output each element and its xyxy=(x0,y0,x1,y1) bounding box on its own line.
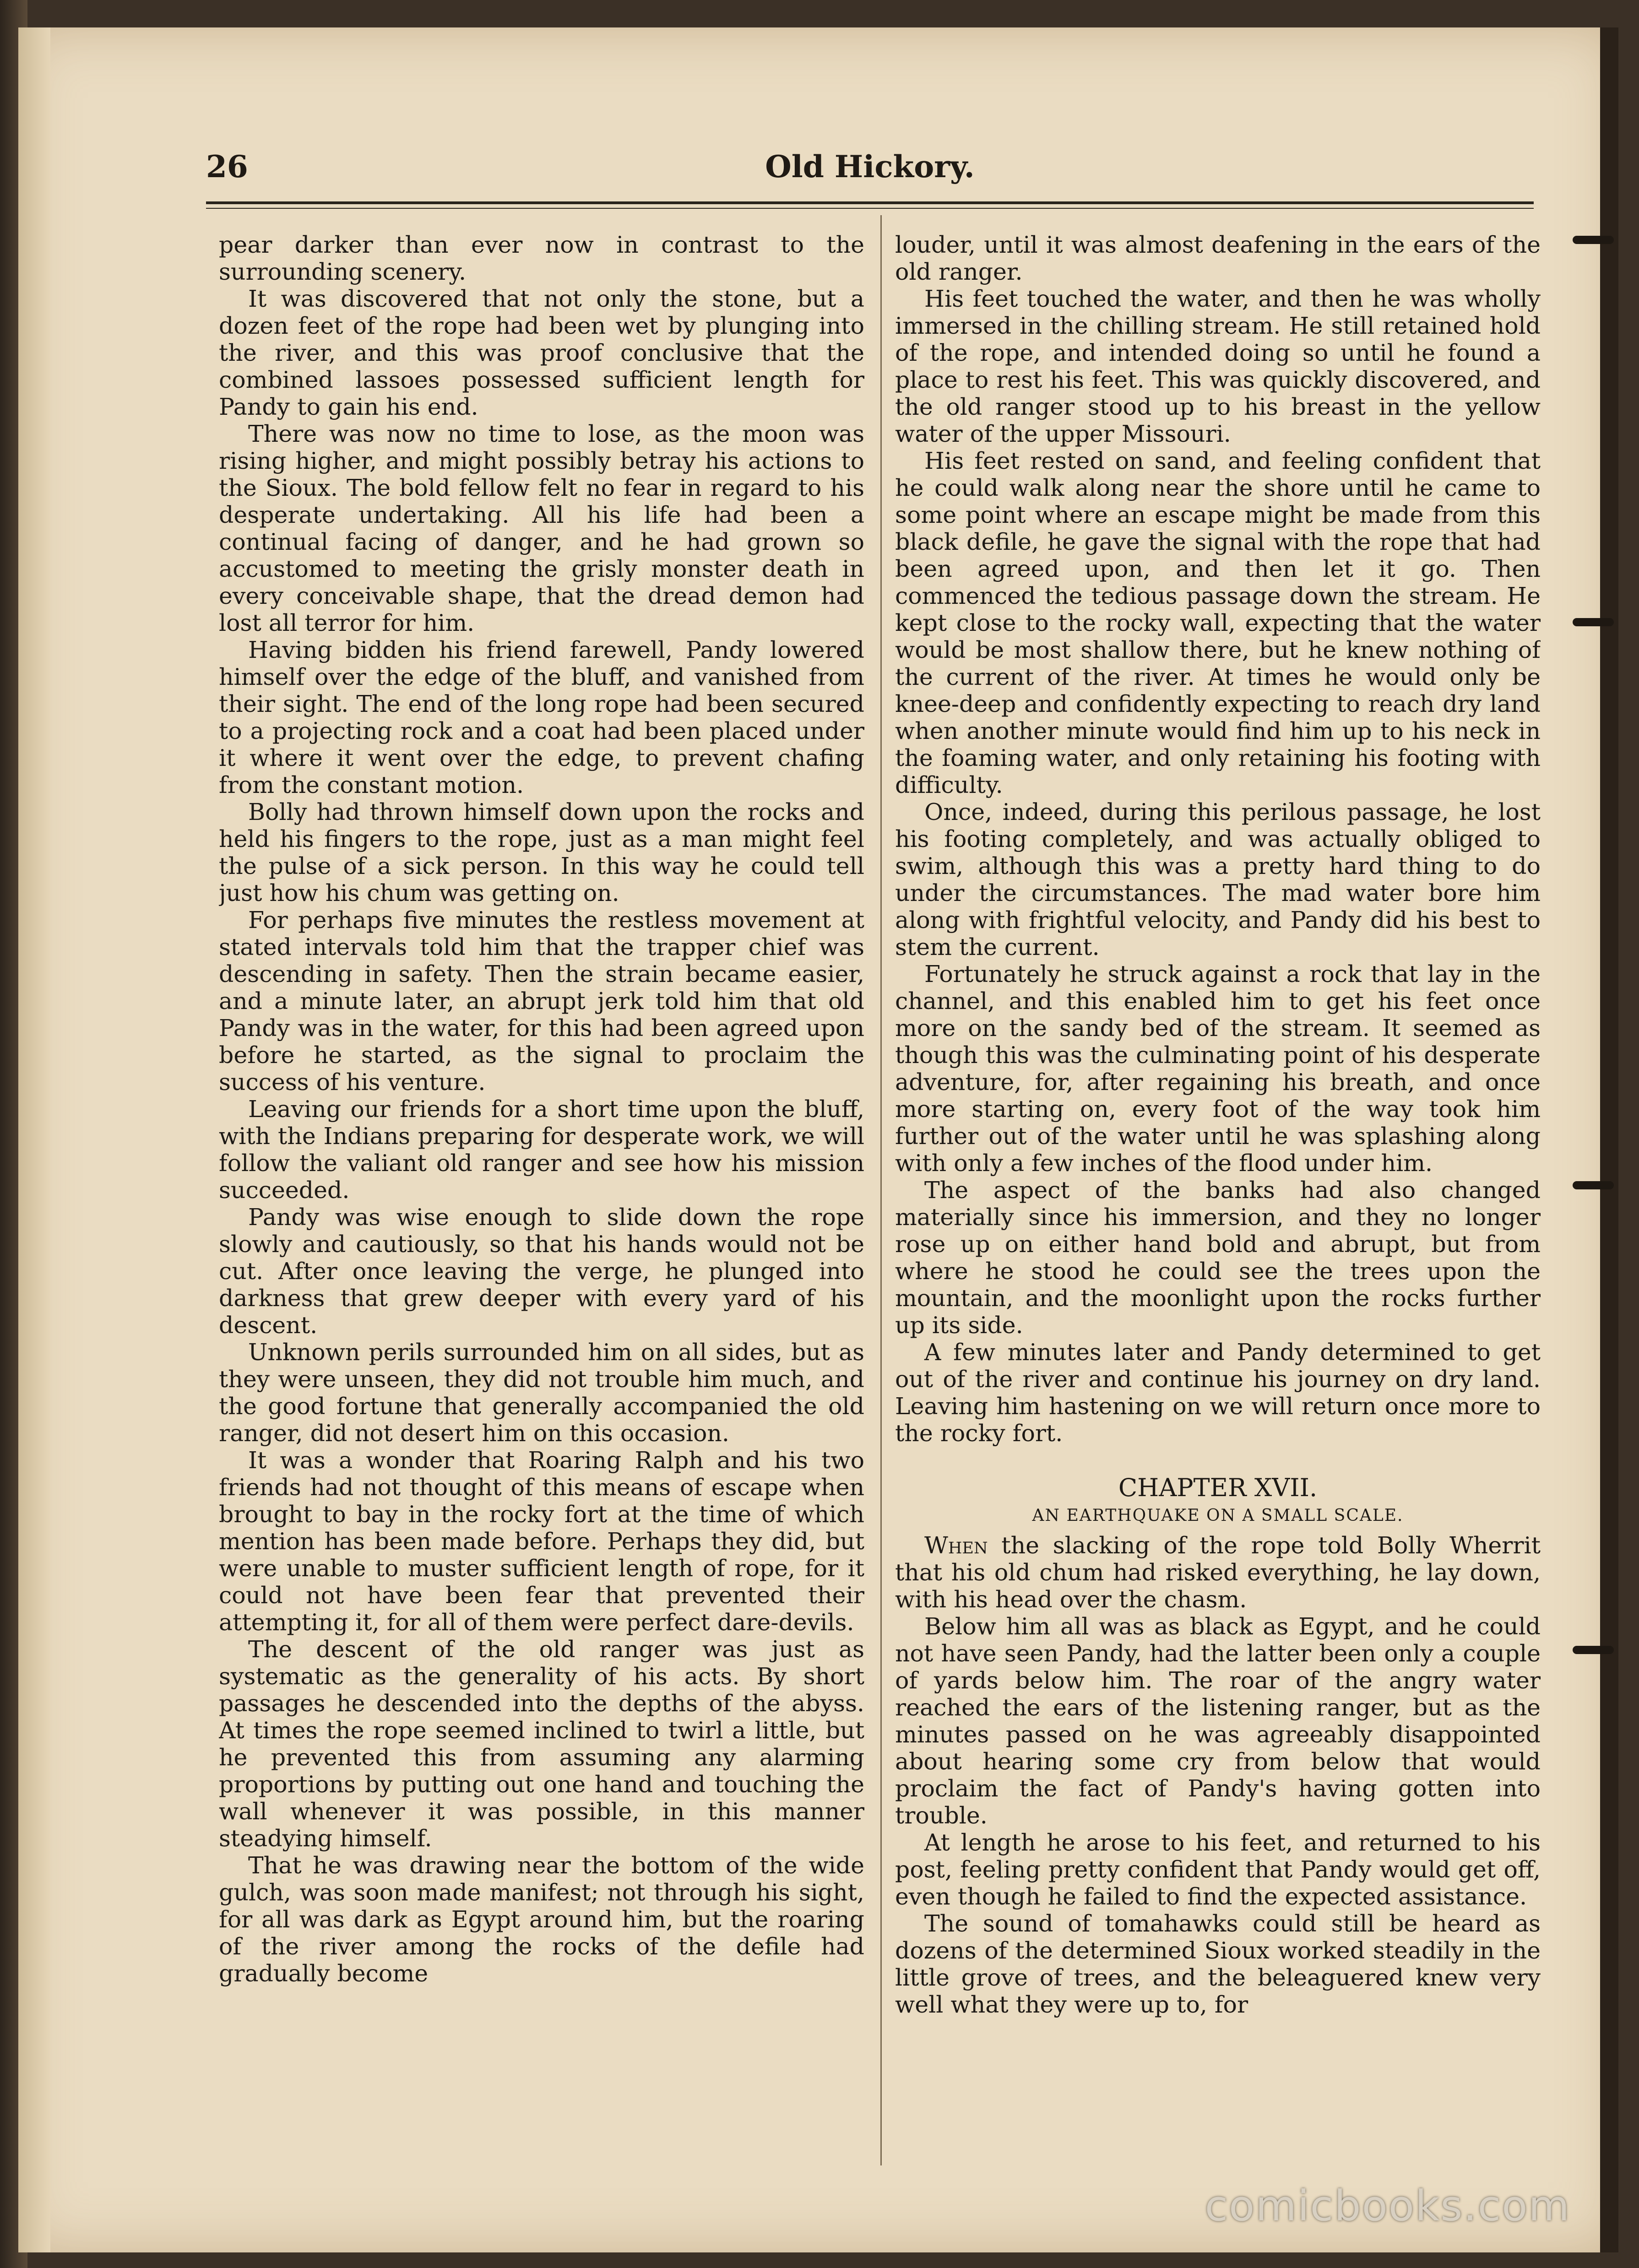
paragraph: Pandy was wise enough to slide down the rope slowly and cautiously, so that his hands would not be cut. After once leaving the verge, he plunged into darkness that grew deeper with every yard of his descent. xyxy=(219,1204,864,1339)
paragraph: Leaving our friends for a short time upon the bluff, with the Indians preparing for desperate work, we will follow the valiant old ranger and see how his mission succeeded. xyxy=(219,1096,864,1204)
paragraph: pear darker than ever now in contrast to the surrounding scenery. xyxy=(219,231,864,285)
paragraph: There was now no time to lose, as the moon was rising higher, and might possibly betray his actions to the Sioux. The bold fellow felt no fear in regard to his desperate undertaking. All his life had been a continual facing of danger, and he had grown so accustomed to meeting the grisly monster death in every conceivable shape, that the dread demon had lost all terror for him. xyxy=(219,420,864,636)
page-right-edge xyxy=(1600,27,1618,2252)
page-header xyxy=(206,149,1534,204)
paragraph: Bolly had thrown himself down upon the rocks and held his fingers to the rope, just as a man might feel the pulse of a sick person. In this way he could tell just how his chum was getting on. xyxy=(219,798,864,906)
page-edge-tab xyxy=(1573,236,1614,244)
page-edge-tab xyxy=(1573,1181,1614,1189)
paragraph: A few minutes later and Pandy determined to get out of the river and continue his journey on dry land. Leaving him hastening on we will return once more to the rocky fort. xyxy=(895,1339,1541,1447)
paragraph: That he was drawing near the bottom of the wide gulch, was soon made manifest; not through his sight, for all was dark as Egypt around him, but the roaring of the river among the rocks of the defile had gradually become xyxy=(219,1852,864,1987)
chapter-first-paragraph xyxy=(895,1532,1541,1613)
paragraph: The aspect of the banks had also changed materially since his immersion, and they no longer rose up on either hand bold and abrupt, but from where he stood he could see the trees upon the mountain, and the moonlight upon the rocks further up its side. xyxy=(895,1177,1541,1339)
paragraph: Fortunately he struck against a rock that lay in the channel, and this enabled him to get his feet once more on the sandy bed of the stream. It seemed as though this was the culminating point of his desperate adventure, for, after regaining his breath, and once more starting on, every foot of the way took him further out of the water until he was splashing along with only a few inches of the flood under him. xyxy=(895,960,1541,1177)
chapter-first-paragraph-text: the slacking of the rope told Bolly Wherrit that his old chum had risked everything, he lay down, with his head over the chasm. xyxy=(895,1532,1541,1613)
paragraph: The descent of the old ranger was just as systematic as the generality of his acts. By short passages he descended into the depths of the abyss. At times the rope seemed inclined to twirl a little, but he prevented this from assuming any alarming proportions by putting out one hand and touching the wall whenever it was possible, in this manner steadying himself. xyxy=(219,1636,864,1852)
paragraph: For perhaps five minutes the restless movement at stated intervals told him that the trapper chief was descending in safety. Then the strain became easier, and a minute later, an abrupt jerk told him that old Pandy was in the water, for this had been agreed upon before he started, as the signal to proclaim the success of his venture. xyxy=(219,906,864,1096)
paragraph: The sound of tomahawks could still be heard as dozens of the determined Sioux worked steadily in the little grove of trees, and the beleaguered knew very well what they were up to, for xyxy=(895,1910,1541,2018)
page-spine-shadow xyxy=(18,27,50,2252)
paragraph: Below him all was as black as Egypt, and he could not have seen Pandy, had the latter been only a couple of yards below him. The roar of the angry water reached the ears of the listening ranger, but as the minutes passed on he was agreeably disappointed about hearing some cry from below that would proclaim the fact of Pandy's having gotten into trouble. xyxy=(895,1613,1541,1829)
paragraph: louder, until it was almost deafening in the ears of the old ranger. xyxy=(895,231,1541,285)
chapter-heading: CHAPTER XVII. xyxy=(1118,1473,1318,1502)
paragraph: Once, indeed, during this perilous passage, he lost his footing completely, and was actually obliged to swim, although this was a pretty hard thing to do under the circumstances. The mad water bore him along with frightful velocity, and Pandy did his best to stem the current. xyxy=(895,798,1541,960)
paragraph: It was discovered that not only the stone, but a dozen feet of the rope had been wet by plunging into the river, and this was proof conclusive that the combined lassoes possessed sufficient length for Pandy to gain his end. xyxy=(219,285,864,420)
column-divider xyxy=(880,215,882,2165)
header-rule xyxy=(206,201,1534,204)
header-rule-thin xyxy=(206,208,1534,209)
chapter-first-word: When xyxy=(924,1532,988,1559)
left-column xyxy=(219,231,864,2172)
paragraph: His feet rested on sand, and feeling confident that he could walk along near the shore until he came to some point where an escape might be made from this black defile, he gave the signal with the rope that had been agreed upon, and then let it go. Then commenced the tedious passage down the stream. He kept close to the rocky wall, expecting that the water would be most shallow there, but he knew nothing of the current of the river. At times he would only be knee-deep and confidently expecting to reach dry land when another minute would find him up to his neck in the foaming water, and only retaining his footing with difficulty. xyxy=(895,447,1541,798)
running-title: Old Hickory. xyxy=(765,149,975,184)
page-edge-tab xyxy=(1573,1646,1614,1654)
page-number: 26 xyxy=(206,149,248,184)
paragraph: Unknown perils surrounded him on all sides, but as they were unseen, they did not trouble him much, and the good fortune that generally accompanied the old ranger, did not desert him on this occasion. xyxy=(219,1339,864,1447)
paragraph: His feet touched the water, and then he was wholly immersed in the chilling stream. He still retained hold of the rope, and intended doing so until he found a place to rest his feet. This was quickly discovered, and the old ranger stood up to his breast in the yellow water of the upper Missouri. xyxy=(895,285,1541,447)
paragraph: It was a wonder that Roaring Ralph and his two friends had not thought of this means of escape when brought to bay in the rocky fort at the time of which mention has been made before. Perhaps they did, but were unable to muster sufficient length of rope, for it could not have been fear that prevented their attempting it, for all of them were perfect dare-devils. xyxy=(219,1447,864,1636)
watermark: comicbooks.com xyxy=(1205,2181,1570,2230)
paragraph: At length he arose to his feet, and returned to his post, feeling pretty confident that Pandy would get off, even though he failed to find the expected assistance. xyxy=(895,1829,1541,1910)
paragraph: Having bidden his friend farewell, Pandy lowered himself over the edge of the bluff, and vanished from their sight. The end of the long rope had been secured to a projecting rock and a coat had been placed under it where it went over the edge, to prevent chafing from the constant motion. xyxy=(219,636,864,798)
page-edge-tab xyxy=(1573,618,1614,626)
chapter-subtitle: AN EARTHQUAKE ON A SMALL SCALE. xyxy=(1032,1506,1404,1525)
right-column xyxy=(895,231,1541,2172)
